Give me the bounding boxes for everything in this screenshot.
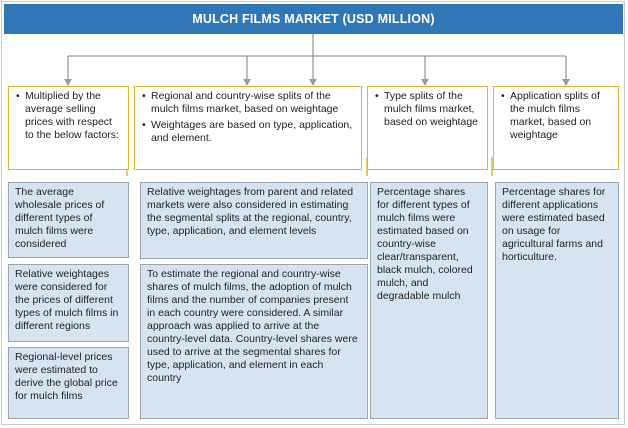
factor-box-average-price: [8, 86, 129, 170]
detail-box-relative-weightages: Relative weightages were considered for the prices of different types of mulch films in different regions: [8, 264, 129, 342]
factor-bullet: • Weightages are based on type, application, and element.: [151, 119, 356, 145]
detail-box-regional-shares: To estimate the regional and country-wise shares of mulch films, the adoption of mulch films and the number of companies present in each country were considered. A similar approach was applied to arrive at the country-level data. Country-level shares were used to arrive at the segmental shares for type, application, and element in each country: [140, 264, 368, 419]
factor-bullet: • Type splits of the mulch films market, based on weightage: [384, 90, 482, 129]
factor-bullet: • Multiplied by the average selling prices with respect to the below factors:: [25, 90, 123, 142]
factor-box-type-splits: [367, 86, 488, 170]
detail-box-wholesale-prices: The average wholesale prices of different types of mulch films were considered: [8, 182, 129, 258]
factor-bullet: • Regional and country-wise splits of the mulch films market, based on weightage: [151, 90, 356, 116]
detail-box-regional-prices: Regional-level prices were estimated to derive the global price for mulch films: [8, 347, 129, 419]
detail-box-application-shares: Percentage shares for different applications were estimated based on usage for agricultural farms and horticulture.: [495, 182, 619, 419]
factor-bullet: • Application splits of the mulch films market, based on weightage: [510, 90, 613, 142]
detail-box-type-shares: Percentage shares for different types of mulch films were estimated based on country-wise clear/transparent, black mulch, colored mulch, and degradable mulch: [370, 182, 488, 419]
factor-box-regional-splits: [134, 86, 362, 170]
detail-box-parent-markets: Relative weightages from parent and related markets were also considered in estimating the segmental splits at the regional, country, type, application, and element levels: [140, 182, 368, 259]
diagram-title: MULCH FILMS MARKET (USD MILLION): [4, 4, 623, 34]
factor-box-application-splits: [493, 86, 619, 170]
